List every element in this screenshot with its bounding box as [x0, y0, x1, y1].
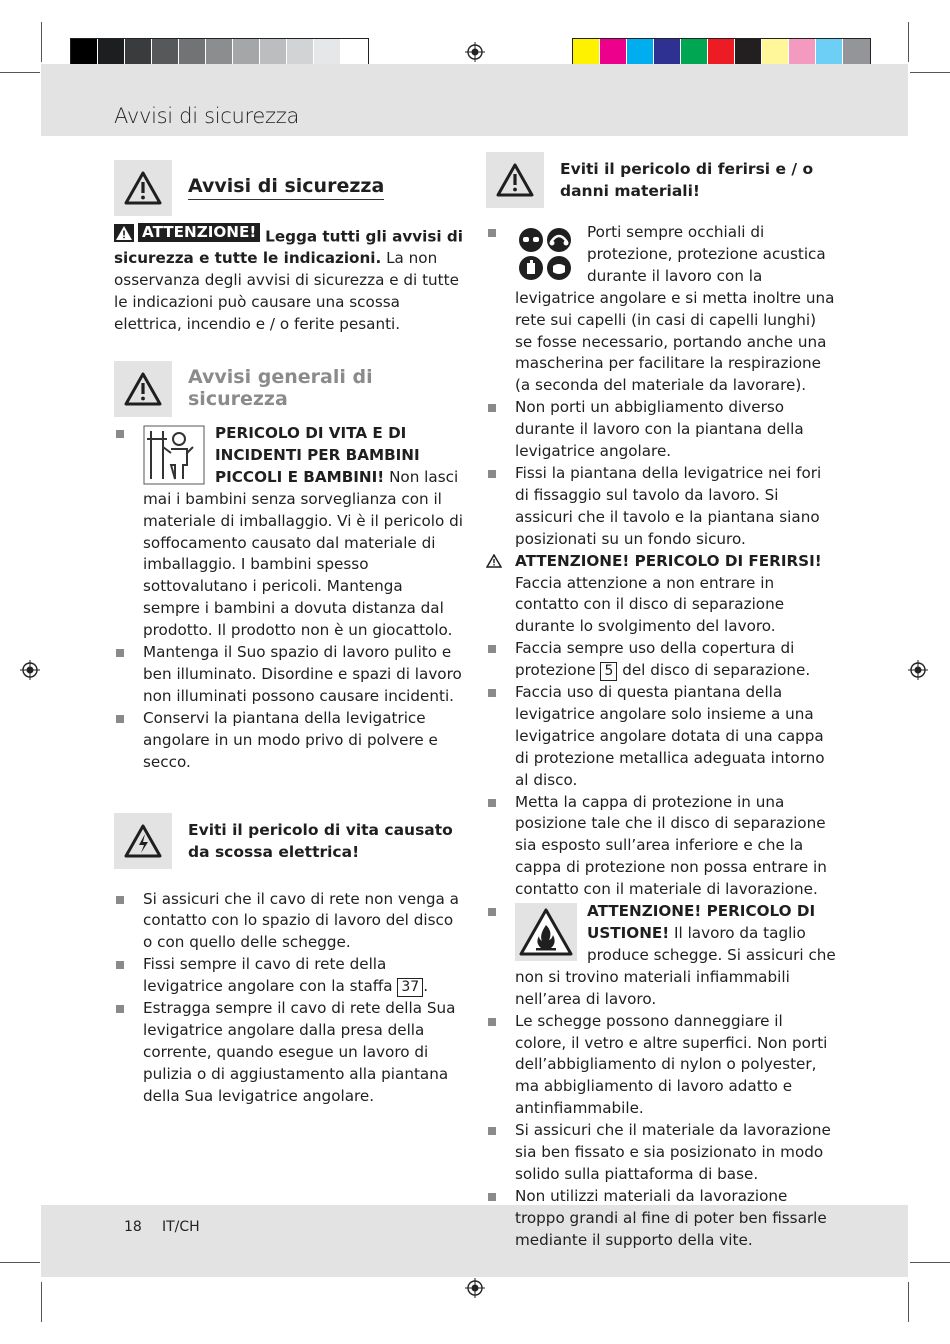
footer-locale: IT/CH: [162, 1219, 200, 1235]
list-item: [486, 397, 836, 463]
page-header-title: Avvisi di sicurezza: [114, 104, 300, 128]
warning-box: [114, 160, 172, 216]
list-item-text: Non utilizzi materiali da lavorazione troppo grandi al fine di poter ben fissarle mediante il supporto della vite.: [515, 1186, 827, 1249]
color-swatch: [179, 39, 206, 67]
color-swatch: [206, 39, 233, 67]
section-header-safety: [114, 160, 464, 216]
list-item-text: Le schegge possono danneggiare il colore, il vetro e altre superfici. Non porti dell’abbigliamento di nylon o polyester, ma abbigliamento di lavoro adatto e antinfiammabile.: [515, 1011, 828, 1118]
list-item: [114, 889, 464, 955]
color-swatch: [762, 39, 789, 67]
list-item: [114, 708, 464, 774]
registration-mark: [908, 660, 928, 680]
section-title: Avvisi generali di sicurezza: [188, 366, 373, 411]
list-item: [114, 423, 464, 642]
list-item: [486, 222, 836, 397]
warning-triangle-icon: [486, 554, 502, 568]
warning-triangle-icon: [123, 371, 163, 407]
crop-mark: [0, 72, 40, 73]
bullet-icon: [488, 470, 496, 478]
color-swatch: [233, 39, 260, 67]
warning-box: [114, 361, 172, 417]
registration-mark: [465, 1278, 485, 1298]
color-swatch: [314, 39, 341, 67]
color-swatch: [789, 39, 816, 67]
bullet-icon: [488, 404, 496, 412]
bullet-icon: [116, 961, 124, 969]
fire-hazard-icon: [515, 903, 577, 961]
section-header-general: [114, 361, 464, 417]
bullet-icon: [488, 689, 496, 697]
item-text: Fissi sempre il cavo di rete della levigatrice angolare con la staffa: [143, 955, 393, 996]
color-swatch: [260, 39, 287, 67]
list-item: [486, 463, 836, 551]
list-item-text: Faccia uso di questa piantana della levigatrice angolare solo insieme a una levigatrice angolare dotata di una cappa di protezione metallica adeguata intorno al disco.: [515, 683, 825, 789]
children-warning-bold: PERICOLO DI VITA E DI INCIDENTI PER BAMBINI PICCOLI E BAMBINI!: [215, 424, 420, 486]
warning-triangle-icon: [495, 162, 535, 198]
bullet-icon: [488, 1127, 496, 1135]
protective-equipment-icon: [515, 224, 577, 284]
warning-box: [486, 152, 544, 208]
list-item: [486, 1186, 836, 1252]
intro-text: La non osservanza degli avvisi di sicurezza e di tutte le indicazioni può causare una scossa elettrica, incendio e / o ferite pesanti.: [114, 249, 459, 334]
registration-mark: [20, 660, 40, 680]
injury-warning: [515, 551, 836, 639]
section-title: Eviti il pericolo di ferirsi e / o danni materiali!: [560, 160, 814, 200]
page-number: 18: [124, 1219, 142, 1235]
injury-warning-bold: ATTENZIONE! PERICOLO DI FERIRSI!: [515, 551, 822, 570]
attention-label: ATTENZIONE!: [138, 223, 260, 242]
attention-badge: [114, 223, 260, 242]
list-item-text: Porti sempre occhiali di protezione, protezione acustica durante il lavoro con la levigatrice angolare e si metta inoltre una rete sui capelli (in casi di capelli lunghi) se fosse necessario, portando anche una mascherina per facilitare la respirazione (a seconda del materiale da lavorare).: [515, 223, 835, 395]
warning-triangle-icon: [114, 224, 134, 242]
color-swatch: [573, 39, 600, 67]
bullet-icon: [116, 1005, 124, 1013]
item-text: del disco di separazione.: [622, 661, 811, 680]
color-swatch: [287, 39, 314, 67]
bullet-icon: [488, 229, 496, 237]
list-item: [486, 901, 836, 1011]
burn-warning-text: Il lavoro da taglio produce schegge. Si assicuri che non si trovino materiali infiammabili nell’area di lavoro.: [515, 924, 836, 1008]
section-title: Avvisi di sicurezza: [188, 176, 384, 201]
color-swatch: [152, 39, 179, 67]
intro-bold: Legga tutti gli avvisi di sicurezza e tutte le indicazioni.: [114, 227, 463, 268]
crop-mark: [908, 1282, 909, 1322]
bullet-icon: [488, 1193, 496, 1201]
color-swatch: [735, 39, 762, 67]
list-item-text: Si assicuri che il materiale da lavorazione sia ben fissato e sia posizionato in modo solido sulla piattaforma di base.: [515, 1121, 831, 1183]
list-item-text: [143, 954, 464, 998]
list-item-text: Conservi la piantana della levigatrice angolare in un modo privo di polvere e secco.: [143, 708, 438, 771]
crop-mark: [910, 1262, 950, 1263]
bullet-icon: [488, 799, 496, 807]
color-swatch: [816, 39, 843, 67]
bullet-icon: [116, 896, 124, 904]
list-item-text: Metta la cappa di protezione in una posizione tale che il disco di separazione sia esposto sull’area inferiore e che la cappa di protezione non possa entrare in contatto con il materiale di lavorazione.: [515, 792, 827, 899]
list-item: [486, 792, 836, 902]
warning-item: [486, 551, 836, 639]
list-item-text: Non porti un abbigliamento diverso durante il lavoro con la piantana della levigatrice angolare.: [515, 398, 804, 461]
electric-shock-icon: [123, 823, 163, 859]
burn-warning-bold: ATTENZIONE! PERICOLO DI USTIONE!: [587, 902, 816, 942]
section-header-injury: [486, 152, 836, 208]
list-item: [114, 954, 464, 998]
color-swatch: [627, 39, 654, 67]
left-column: [114, 160, 464, 1108]
item-text: .: [423, 977, 429, 996]
color-swatch: [654, 39, 681, 67]
list-item: [486, 682, 836, 792]
bullet-icon: [116, 715, 124, 723]
list-item-text: Estragga sempre il cavo di rete della Sua levigatrice angolare dalla presa della corrente, quando esegue un lavoro di pulizia o di aggiustamento alla piantana della Sua levigatrice angolare.: [143, 999, 456, 1105]
list-item-text: Fissi la piantana della levigatrice nei fori di fissaggio sul tavolo da lavoro. Si assicuri che il tavolo e la piantana siano posizionati su un fondo sicuro.: [515, 463, 822, 548]
bullet-icon: [488, 1018, 496, 1026]
warning-triangle-icon: [123, 170, 163, 206]
section-header-electric: [114, 813, 464, 869]
bullet-icon: [488, 908, 496, 916]
section-title: Eviti il pericolo di vita causato da scossa elettrica!: [188, 820, 453, 861]
crop-mark: [0, 1262, 40, 1263]
list-item-text: Si assicuri che il cavo di rete non venga a contatto con lo spazio di lavoro del disco o con quello delle schegge.: [143, 889, 459, 952]
list-item: [486, 1120, 836, 1186]
crop-mark: [908, 22, 909, 62]
list-item: [114, 642, 464, 708]
color-swatch: [681, 39, 708, 67]
part-reference: 5: [600, 662, 617, 681]
right-column: [486, 152, 836, 1252]
registration-mark: [465, 42, 485, 62]
part-reference: 37: [397, 978, 423, 997]
bullet-icon: [116, 649, 124, 657]
warning-box: [114, 813, 172, 869]
list-item-text: [515, 638, 836, 682]
color-swatch: [600, 39, 627, 67]
injury-warning-text: Faccia attenzione a non entrare in contatto con il disco di separazione durante lo svolgimento del lavoro.: [515, 573, 785, 636]
color-swatch: [125, 39, 152, 67]
list-item-text: Mantenga il Suo spazio di lavoro pulito e ben illuminato. Disordine e spazi di lavoro non illuminati possono causare incidenti.: [143, 643, 462, 705]
crop-mark: [910, 72, 950, 73]
color-swatch: [71, 39, 98, 67]
color-swatch: [98, 39, 125, 67]
list-item: [486, 638, 836, 682]
bullet-icon: [488, 645, 496, 653]
intro-paragraph: [114, 223, 464, 336]
crop-mark: [41, 22, 42, 62]
crop-mark: [41, 1282, 42, 1322]
child-safety-icon: [143, 425, 205, 485]
list-item: [114, 998, 464, 1108]
color-swatch: [341, 39, 368, 67]
bullet-icon: [116, 430, 124, 438]
color-swatch: [843, 39, 870, 67]
children-warning-text: Non lasci mai i bambini senza sorveglianza con il materiale di imballaggio. Vi è il pericolo di soffocamento causato dal materiale di imballaggio. I bambini spesso sottovalutano i pericoli. Mantenga sempre i bambini a dovuta distanza dal prodotto. Il prodotto non è un giocattolo.: [143, 467, 463, 640]
list-item: [486, 1011, 836, 1121]
item-text: Faccia sempre uso della copertura di protezione: [515, 639, 795, 680]
color-swatch: [708, 39, 735, 67]
